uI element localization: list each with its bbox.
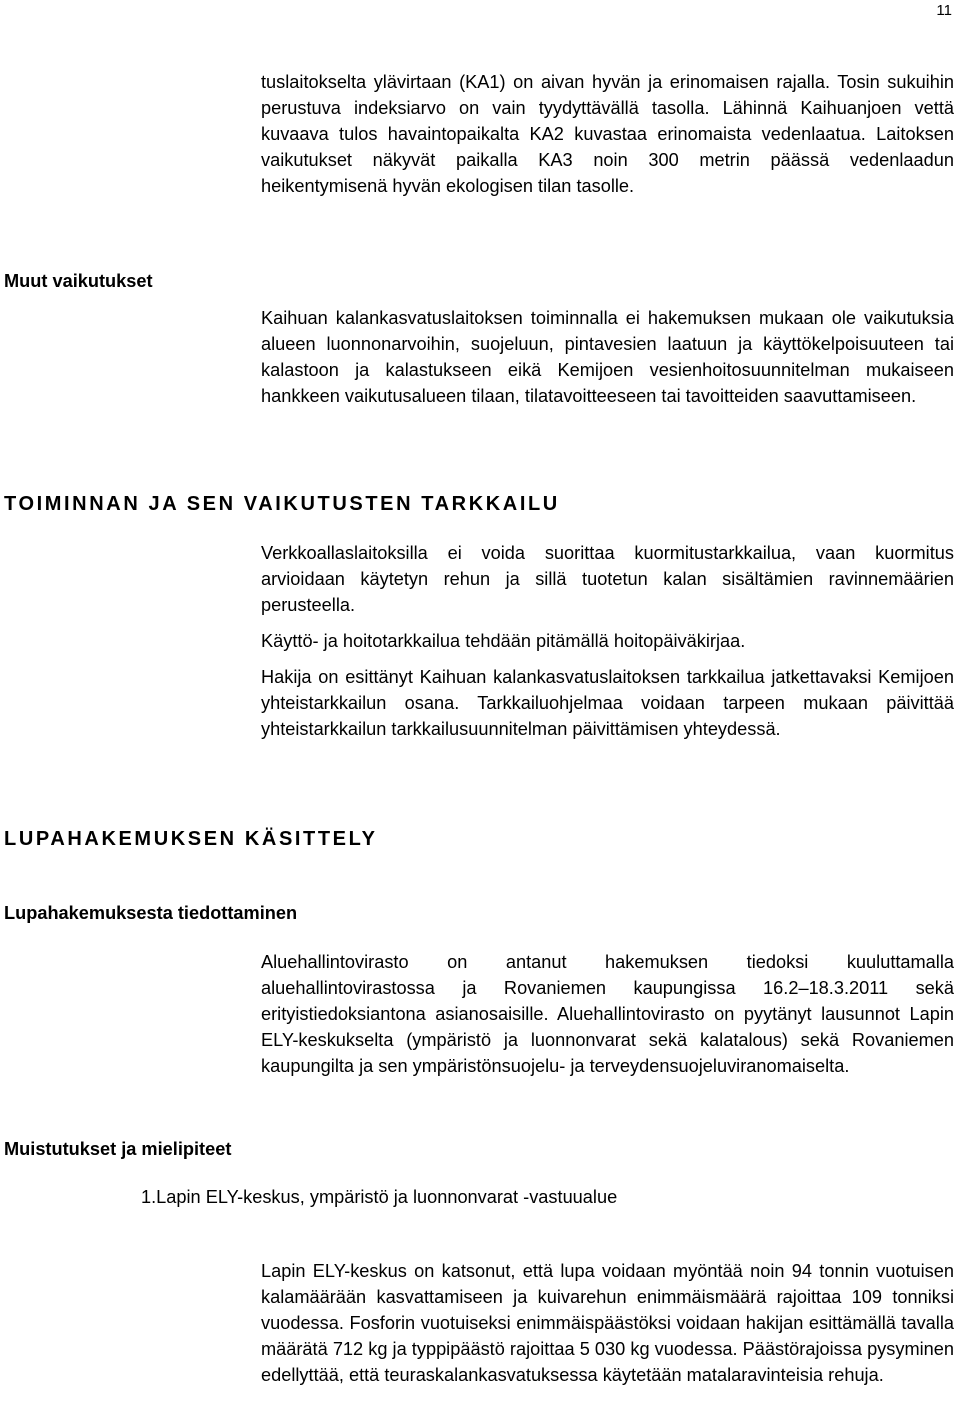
tiedottaminen-paragraph: Aluehallintovirasto on antanut hakemuksen tiedoksi kuuluttamalla aluehallintovirastossa ja Rovaniemen kaupungissa 16.2–18.3.2011 sekä erityistiedoksiantona asianosaisille. Aluehallintovirasto on pyytänyt lausunnot Lapin ELY-keskukselta (ympäristö ja luonnonvarat sekä kalatalous) sekä Rovaniemen kaupungilta ja sen ympäristönsuojelu- ja terveydensuojeluviranomaiselta.	[261, 952, 954, 1076]
section-heading-muistutukset: Muistutukset ja mielipiteet	[4, 1139, 232, 1159]
muut-vaikutukset-paragraph: Kaihuan kalankasvatuslaitoksen toiminnalla ei hakemuksen mukaan ole vaikutuksia alueen luonnonarvoihin, suojeluun, pintavesien laatuun ja käyttökelpoisuuteen tai kalastoon ja kalastukseen eikä Kemijoen vesienhoitosuunnitelman mukaiseen hankkeen vaikutusalueen tilaan, tilatavoitteeseen tai tavoitteiden saavuttamiseen.	[261, 308, 954, 406]
list-item-ely-keskus: 1.Lapin ELY-keskus, ympäristö ja luonnonvarat -vastuualue	[141, 1187, 618, 1207]
section-heading-muut-vaikutukset: Muut vaikutukset	[4, 271, 153, 291]
page-number: 11	[936, 2, 952, 19]
section-heading-tiedottaminen: Lupahakemuksesta tiedottaminen	[4, 903, 298, 923]
hakija-paragraph: Hakija on esittänyt Kaihuan kalankasvatuslaitoksen tarkkailua jatkettavaksi Kemijoen yhteistarkkailun osana. Tarkkailuohjelmaa voidaan tarpeen mukaan päivittää yhteistarkkailun tarkkailusuunnitelman päivittämisen yhteydessä.	[261, 667, 954, 739]
kaytto-paragraph: Käyttö- ja hoitotarkkailua tehdään pitämällä hoitopäiväkirjaa.	[261, 631, 746, 651]
ely-paragraph: Lapin ELY-keskus on katsonut, että lupa voidaan myöntää noin 94 tonnin vuotuisen kalamäärään kasvattamiseen ja kuivarehun enimmäismäärä rajoittaa 109 tonniksi vuodessa. Fosforin vuotuiseksi enimmäispäästöksi voidaan hakijan esittämällä tavalla määrätä 712 kg ja typpipäästö rajoittaa 5 030 kg vuodessa. Päästörajoissa pysyminen edellyttää, että teuraskalankasvatuksessa käytetään matalaravinteisia rehuja.	[261, 1261, 954, 1385]
main-heading-kasittely: LUPAHAKEMUKSEN KÄSITTELY	[4, 828, 378, 850]
verkkoallas-paragraph: Verkkoallaslaitoksilla ei voida suorittaa kuormitustarkkailua, vaan kuormitus arvioidaan käytetyn rehun ja sillä tuotetun kalan sisältämien ravinnemäärien perusteella.	[261, 543, 954, 615]
main-heading-tarkkailu: TOIMINNAN JA SEN VAIKUTUSTEN TARKKAILU	[4, 493, 560, 515]
intro-paragraph: tuslaitokselta ylävirtaan (KA1) on aivan hyvän ja erinomaisen rajalla. Tosin sukuihin perustuva indeksiarvo on vain tyydyttävällä tasolla. Lähinnä Kaihuanjoen vettä kuvaava tulos havaintopaikalta KA2 kuvastaa erinomaista vedenlaatua. Laitoksen vaikutukset näkyvät paikalla KA3 noin 300 metrin päässä vedenlaadun heikentymisenä hyvän ekologisen tilan tasolle.	[261, 72, 954, 196]
